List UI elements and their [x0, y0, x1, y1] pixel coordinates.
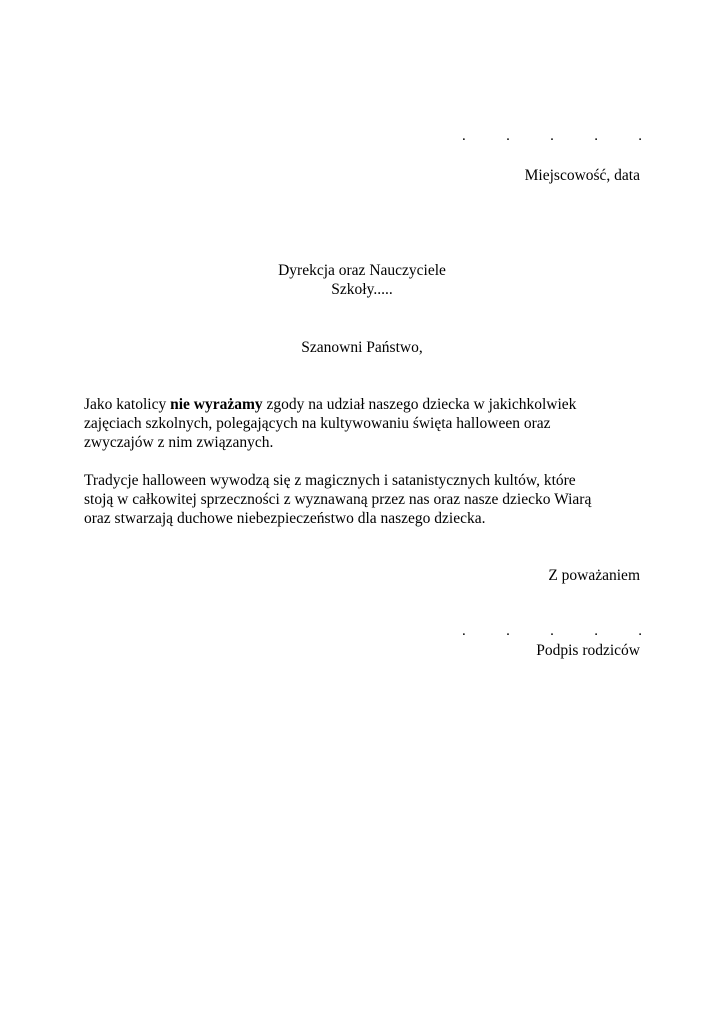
signature-dotted-line [462, 625, 642, 637]
paragraph-reason [84, 471, 644, 528]
paragraph-line: zwyczajów z nim związanych. [84, 434, 274, 451]
dot: . [462, 128, 466, 144]
addressee-line-2: Szkoły..... [331, 281, 393, 298]
paragraph-consent [84, 395, 644, 452]
text-run: zgody na udział naszego dziecka w jakichkolwiek [262, 396, 577, 413]
addressee-block [0, 261, 724, 299]
addressee-line-1: Dyrekcja oraz Nauczyciele [278, 262, 446, 279]
dot: . [550, 128, 554, 144]
dot: . [506, 128, 510, 144]
paragraph-line: oraz stwarzają duchowe niebezpieczeństwo dla naszego dziecka. [84, 510, 486, 527]
dot: . [594, 128, 598, 144]
dot: . [638, 128, 642, 144]
closing-phrase: Z poważaniem [548, 567, 640, 584]
salutation: Szanowni Państwo, [301, 339, 423, 356]
text-run: Jako katolicy [84, 396, 171, 413]
dot: . [594, 623, 598, 639]
signature-label: Podpis rodziców [536, 642, 640, 659]
bold-phrase: nie wyrażamy [170, 396, 263, 413]
dot: . [506, 623, 510, 639]
place-date-dotted-line [462, 130, 642, 142]
dot: . [550, 623, 554, 639]
paragraph-line: zajęciach szkolnych, polegających na kultywowaniu święta halloween oraz [84, 415, 551, 432]
paragraph-line [84, 395, 644, 414]
dot: . [638, 623, 642, 639]
paragraph-line: stoją w całkowitej sprzeczności z wyznawaną przez nas oraz nasze dziecko Wiarą [84, 491, 592, 508]
place-date-label: Miejscowość, data [524, 167, 640, 184]
dot: . [462, 623, 466, 639]
paragraph-line: Tradycje halloween wywodzą się z magicznych i satanistycznych kultów, które [84, 472, 576, 489]
